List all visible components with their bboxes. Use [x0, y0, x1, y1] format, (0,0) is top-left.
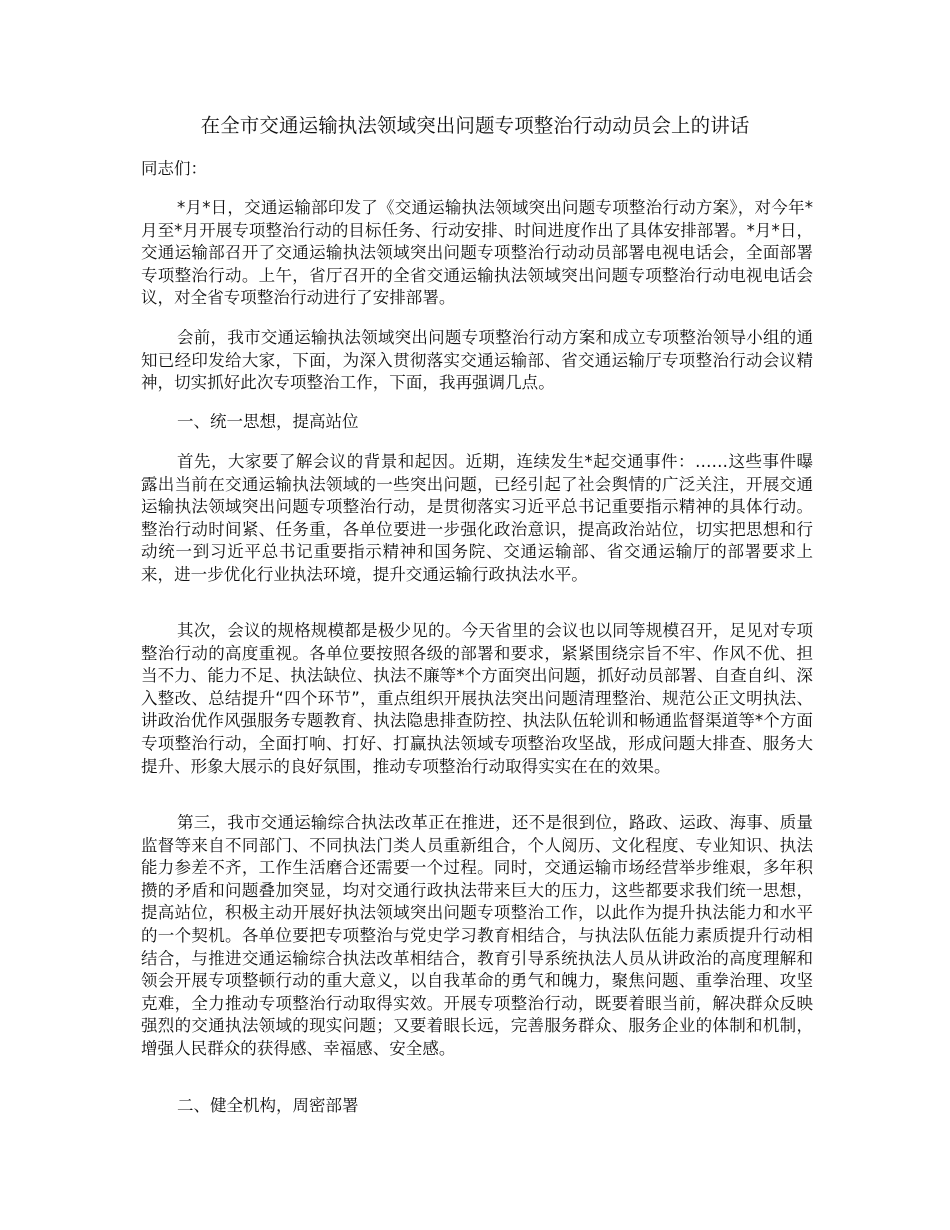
section-heading-2: 二、健全机构，周密部署 — [177, 1096, 359, 1115]
paragraph-2: 会前，我市交通运输执法领域突出问题专项整治行动方案和成立专项整治领导小组的通知已经印发给大家，下面，为深入贯彻落实交通运输部、省交通运输厅专项整治行动会议精神，切实抓好此次专项整治工作，下面，我再强调几点。 — [141, 328, 813, 393]
paragraph-3: 首先，大家要了解会议的背景和起因。近期，连续发生*起交通事件：……这些事件曝露出当前在交通运输执法领域的一些突出问题，已经引起了社会舆情的广泛关注，开展交通运输执法领域突出问题专项整治行动，是贯彻落实习近平总书记重要指示精神的具体行动。整治行动时间紧、任务重，各单位要进一步强化政治意识，提高政治站位，切实把思想和行动统一到习近平总书记重要指示精神和国务院、交通运输部、省交通运输厅的部署要求上来，进一步优化行业执法环境，提升交通运输行政执法水平。 — [141, 452, 813, 584]
section-heading-1: 一、统一思想，提高站位 — [177, 412, 359, 431]
document-title: 在全市交通运输执法领域突出问题专项整治行动动员会上的讲话 — [200, 114, 750, 137]
paragraph-4: 其次，会议的规格规模都是极少见的。今天省里的会议也以同等规模召开，足见对专项整治行动的高度重视。各单位要按照各级的部署和要求，紧紧围绕宗旨不牢、作风不优、担当不力、能力不足、执法缺位、执法不廉等*个方面突出问题，抓好动员部署、自查自纠、深入整改、总结提升“四个环节”，重点组织开展执法突出问题清理整治、规范公正文明执法、讲政治优作风强服务专题教育、执法隐患排查防控、执法队伍轮训和畅通监督渠道等*个方面专项整治行动，全面打响、打好、打赢执法领域专项整治攻坚战，形成问题大排查、服务大提升、形象大展示的良好氛围，推动专项整治行动取得实实在在的效果。 — [141, 621, 813, 776]
paragraph-5: 第三，我市交通运输综合执法改革正在推进，还不是很到位，路政、运政、海事、质量监督等来自不同部门、不同执法门类人员重新组合，个人阅历、文化程度、专业知识、执法能力参差不齐，工作生活磨合还需要一个过程。同时，交通运输市场经营举步维艰，多年积攒的矛盾和问题叠加突显，均对交通行政执法带来巨大的压力，这些都要求我们统一思想，提高站位，积极主动开展好执法领域突出问题专项整治工作，以此作为提升执法能力和水平的一个契机。各单位要把专项整治与党史学习教育相结合，与执法队伍能力素质提升行动相结合，与推进交通运输综合执法改革相结合，教育引导系统执法人员从讲政治的高度理解和领会开展专项整顿行动的重大意义，以自我革命的勇气和魄力，聚焦问题、重拳治理、攻坚克难，全力推动专项整治行动取得实效。开展专项整治行动，既要着眼当前，解决群众反映强烈的交通执法领域的现实问题；又要着眼长远，完善服务群众、服务企业的体制和机制，增强人民群众的获得感、幸福感、安全感。 — [141, 813, 813, 1058]
paragraph-1: *月*日，交通运输部印发了《交通运输执法领域突出问题专项整治行动方案》，对今年*月至*月开展专项整治行动的目标任务、行动安排、时间进度作出了具体安排部署。*月*日，交通运输部召开了交通运输执法领域突出问题专项整治行动动员部署电视电话会，全面部署专项整治行动。上午，省厅召开的全省交通运输执法领域突出问题专项整治行动电视电话会议，对全省专项整治行动进行了安排部署。 — [141, 198, 813, 308]
salutation: 同志们： — [141, 159, 207, 178]
